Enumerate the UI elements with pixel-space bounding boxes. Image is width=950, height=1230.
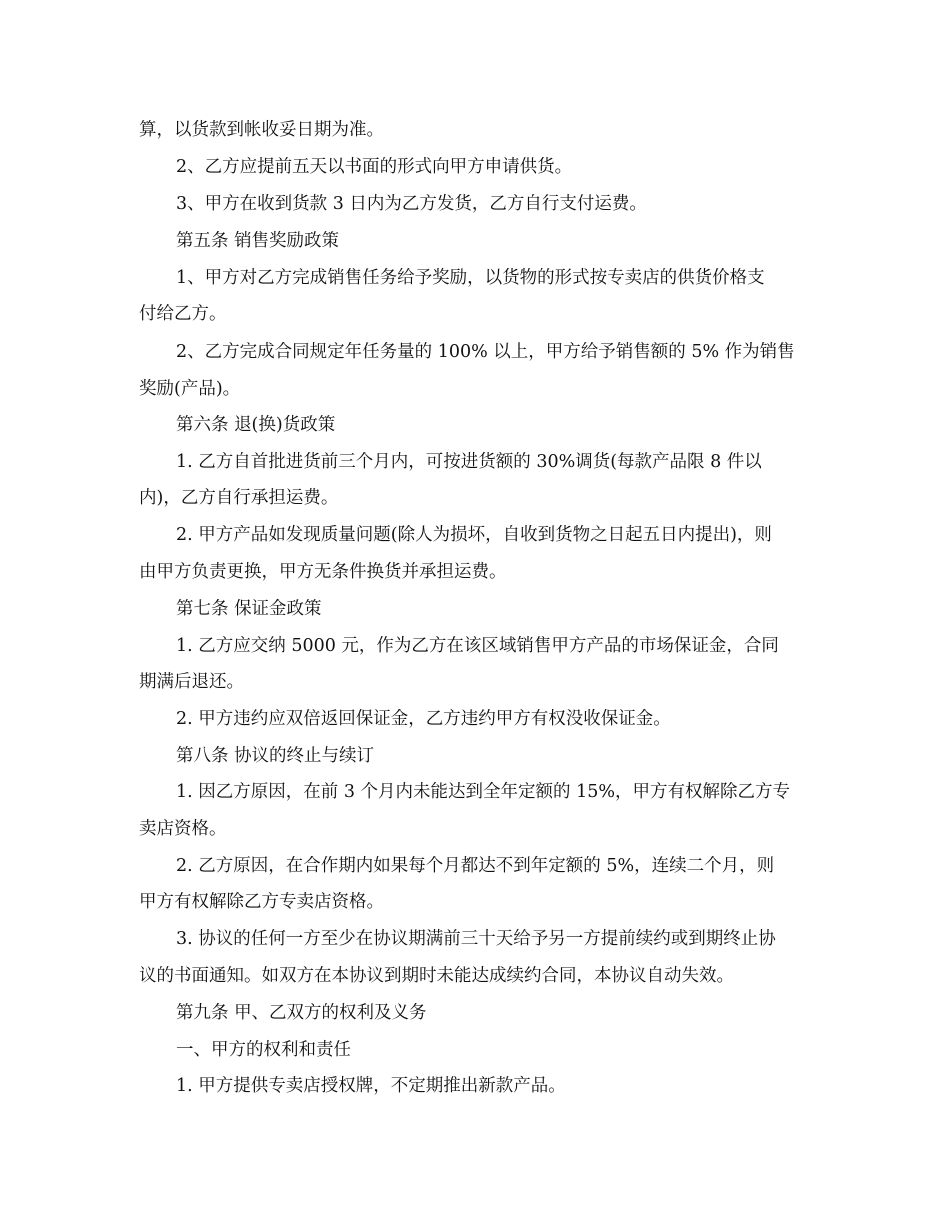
text-line-3: 3、甲方在收到货款 3 日内为乙方发货，乙方自行支付运费。	[176, 194, 647, 214]
text-line-7: 2、乙方完成合同规定年任务量的 100% 以上，甲方给予销售额的 5% 作为销售	[176, 342, 795, 362]
text-line-17: 2. 甲方违约应双倍返回保证金，乙方违约甲方有权没收保证金。	[176, 709, 671, 729]
section-heading-article-7: 第七条 保证金政策	[176, 599, 322, 619]
text-line-1: 算，以货款到帐收妥日期为准。	[139, 120, 384, 140]
text-line-21: 2. 乙方原因，在合作期内如果每个月都达不到年定额的 5%，连续二个月，则	[176, 856, 775, 876]
text-line-12: 2. 甲方产品如发现质量问题(除人为损坏，自收到货物之日起五日内提出)，则	[176, 525, 772, 545]
section-heading-article-5: 第五条 销售奖励政策	[176, 231, 340, 251]
text-line-19: 1. 因乙方原因，在前 3 个月内未能达到全年定额的 15%，甲方有权解除乙方专	[176, 782, 790, 802]
text-line-20: 卖店资格。	[139, 819, 227, 839]
text-line-15: 1. 乙方应交纳 5000 元，作为乙方在该区域销售甲方产品的市场保证金，合同	[176, 636, 779, 656]
text-line-23: 3. 协议的任何一方至少在协议期满前三十天给予另一方提前续约或到期终止协	[176, 929, 776, 949]
section-heading-article-9: 第九条 甲、乙双方的权利及义务	[176, 1003, 427, 1023]
text-line-11: 内)，乙方自行承担运费。	[139, 488, 339, 508]
subsection-heading-party-a: 一、甲方的权利和责任	[176, 1040, 351, 1060]
section-heading-article-8: 第八条 协议的终止与续订	[176, 746, 375, 766]
text-line-8: 奖励(产品)。	[139, 379, 241, 399]
text-line-6: 付给乙方。	[139, 304, 227, 324]
text-line-2: 2、乙方应提前五天以书面的形式向甲方申请供货。	[176, 157, 573, 177]
text-line-5: 1、甲方对乙方完成销售任务给予奖励，以货物的形式按专卖店的供货价格支	[176, 268, 765, 288]
text-line-10: 1. 乙方自首批进货前三个月内，可按进货额的 30%调货(每款产品限 8 件以	[176, 452, 762, 472]
section-heading-article-6: 第六条 退(换)货政策	[176, 415, 336, 435]
text-line-27: 1. 甲方提供专卖店授权牌，不定期推出新款产品。	[176, 1076, 566, 1096]
text-line-13: 由甲方负责更换，甲方无条件换货并承担运费。	[139, 562, 507, 582]
text-line-22: 甲方有权解除乙方专卖店资格。	[139, 892, 384, 912]
text-line-24: 议的书面通知。如双方在本协议到期时未能达成续约合同，本协议自动失效。	[139, 966, 734, 986]
text-line-16: 期满后退还。	[139, 672, 244, 692]
